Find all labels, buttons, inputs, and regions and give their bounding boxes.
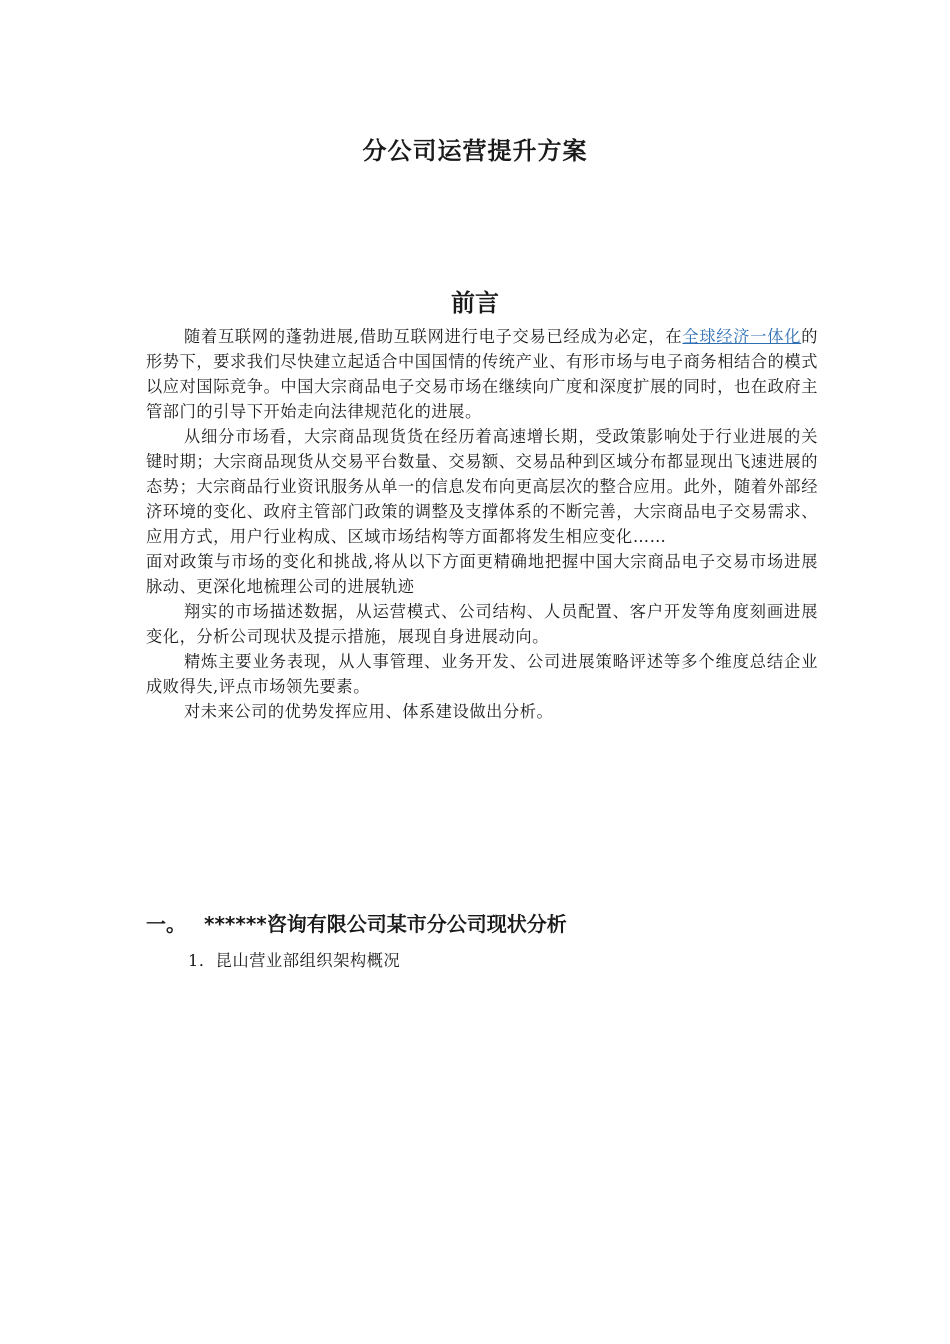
preface-body	[146, 324, 818, 724]
preface-p1-text-start: 随着互联网的蓬勃进展,借助互联网进行电子交易已经成为必定，在	[184, 327, 683, 346]
document-title: 分公司运营提升方案	[362, 137, 588, 165]
preface-paragraph-2: 从细分市场看，大宗商品现货货在经历着高速增长期，受政策影响处于行业进展的关键时期；大宗商品现货从交易平台数量、交易额、交易品种到区域分布都显现出飞速进展的态势；大宗商品行业资讯服务从单一的信息发布向更高层次的整合应用。此外，随着外部经济环境的变化、政府主管部门政策的调整及支撑体系的不断完善，大宗商品电子交易需求、应用方式，用户行业构成、区域市场结构等方面都将发生相应变化……	[146, 427, 818, 546]
global-economic-integration-link[interactable]: 全球经济一体化	[682, 327, 802, 346]
subsection-1-1-title: 1．昆山营业部组织架构概况	[188, 951, 401, 970]
preface-paragraph-3: 面对政策与市场的变化和挑战,将从以下方面更精确地把握中国大宗商品电子交易市场进展脉动、更深化地梳理公司的进展轨迹	[146, 552, 818, 596]
preface-heading: 前言	[451, 289, 499, 317]
preface-paragraph-1	[146, 324, 818, 424]
preface-paragraph-6: 对未来公司的优势发挥应用、体系建设做出分析。	[184, 702, 554, 721]
section-1-number: 一。	[146, 912, 186, 936]
section-1-heading	[146, 908, 567, 937]
preface-p1-text-end: 的形势下，要求我们尽快建立起适合中国国情的传统产业、有形市场与电子商务相结合的模式以应对国际竞争。中国大宗商品电子交易市场在继续向广度和深度扩展的同时，也在政府主管部门的引导下开始走向法律规范化的进展。	[146, 327, 818, 421]
section-1-title: ******咨询有限公司某市分公司现状分析	[204, 912, 567, 936]
preface-paragraph-4: 翔实的市场描述数据，从运营模式、公司结构、人员配置、客户开发等角度刻画进展变化，分析公司现状及提示措施，展现自身进展动向。	[146, 602, 818, 646]
preface-paragraph-5: 精炼主要业务表现，从人事管理、业务开发、公司进展策略评述等多个维度总结企业成败得失,评点市场领先要素。	[146, 652, 818, 696]
